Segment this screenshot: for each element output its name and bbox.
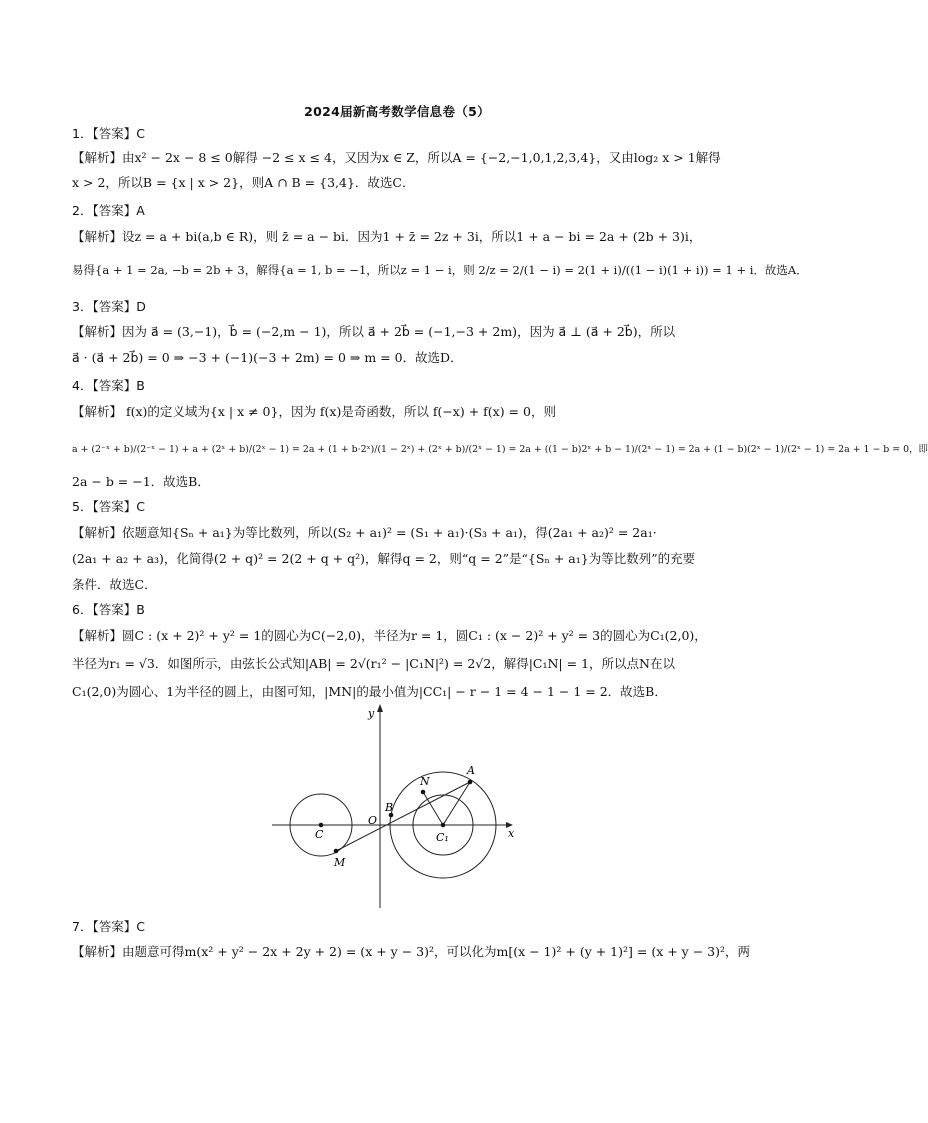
analysis-line: a⃗ · (a⃗ + 2b⃗) = 0 ⇒ −3 + (−1)(−3 + 2m) = 0 ⇒ m = 0．故选D．: [72, 350, 463, 365]
answer-line-3: 3．【答案】D: [72, 299, 146, 314]
label-c: C: [315, 828, 324, 841]
point-c: [319, 823, 324, 828]
label-a: A: [467, 764, 475, 777]
answer-line-5: 5．【答案】C: [72, 499, 145, 514]
analysis-line: 【解析】由题意可得m(x² + y² − 2x + 2y + 2) = (x + y − 3)²，可以化为m[(x − 1)² + (y + 1)²] = (x + y − 3)²，两: [72, 944, 750, 959]
analysis-line: 2a − b = −1．故选B．: [72, 474, 210, 489]
circle-figure: [270, 700, 520, 912]
analysis-line: a + (2⁻ˣ + b)/(2⁻ˣ − 1) + a + (2ˣ + b)/(2ˣ − 1) = 2a + (1 + b·2ˣ)/(1 − 2ˣ) + (2ˣ + b)/(2ˣ − 1) = 2a + ((1 − b)2ˣ + b − 1)/(2ˣ − 1) = 2a + (1 − b)(2ˣ − 1)/(2ˣ − 1) = 2a + 1 − b = 0，即: [72, 444, 928, 455]
y-axis-label: y: [368, 707, 375, 720]
analysis-line: 【解析】圆C : (x + 2)² + y² = 1的圆心为C(−2,0)，半径为r = 1，圆C₁ : (x − 2)² + y² = 3的圆心为C₁(2,0)，: [72, 628, 707, 643]
analysis-line: 条件．故选C．: [72, 577, 157, 592]
analysis-line: 【解析】依题意知{Sₙ + a₁}为等比数列，所以(S₂ + a₁)² = (S₁ + a₁)·(S₃ + a₁)，得(2a₁ + a₂)² = 2a₁·: [72, 525, 657, 540]
page-title: 2024届新高考数学信息卷（5）: [304, 104, 490, 119]
analysis-line: (2a₁ + a₂ + a₃)，化简得(2 + q)² = 2(2 + q + q²)，解得q = 2，则“q = 2”是“{Sₙ + a₁}为等比数列”的充要: [72, 551, 696, 566]
line-ma: [336, 782, 470, 851]
label-m: M: [334, 856, 346, 869]
point-m: [334, 849, 339, 854]
x-axis-label: x: [508, 827, 515, 840]
answer-line-6: 6．【答案】B: [72, 602, 145, 617]
analysis-line: 【解析】因为 a⃗ = (3,−1)，b⃗ = (−2,m − 1)，所以 a⃗ + 2b⃗ = (−1,−3 + 2m)，因为 a⃗ ⊥ (a⃗ + 2b⃗)，所以: [72, 324, 676, 339]
label-b: B: [385, 801, 394, 814]
origin-label: O: [368, 814, 378, 827]
answer-line-1: 1．【答案】C: [72, 126, 145, 141]
label-n: N: [420, 775, 430, 788]
analysis-line: 【解析】由x² − 2x − 8 ≤ 0解得 −2 ≤ x ≤ 4，又因为x ∈ Z，所以A = {−2,−1,0,1,2,3,4}，又由log₂ x > 1解得: [72, 150, 721, 165]
answer-line-4: 4．【答案】B: [72, 378, 145, 393]
answer-line-7: 7．【答案】C: [72, 919, 145, 934]
answer-line-2: 2．【答案】A: [72, 203, 145, 218]
analysis-line: 【解析】设z = a + bi(a,b ∈ R)，则 z̄ = a − bi．因为1 + z̄ = 2z + 3i，所以1 + a − bi = 2a + (2b + 3)i，: [72, 229, 702, 244]
analysis-line: C₁(2,0)为圆心、1为半径的圆上，由图可知，|MN|的最小值为|CC₁| − r − 1 = 4 − 1 − 1 = 2．故选B．: [72, 684, 667, 699]
point-n: [421, 790, 426, 795]
analysis-line: x > 2，所以B = {x | x > 2}，则A ∩ B = {3,4}．故选C．: [72, 175, 415, 190]
point-a: [468, 780, 473, 785]
point-c1: [441, 823, 446, 828]
label-c1: C₁: [436, 831, 449, 844]
analysis-line: 半径为r₁ = √3．如图所示，由弦长公式知|AB| = 2√(r₁² − |C₁N|²) = 2√2，解得|C₁N| = 1，所以点N在以: [72, 656, 675, 671]
analysis-line: 【解析】 f(x)的定义域为{x | x ≠ 0}，因为 f(x)是奇函数，所以 f(−x) + f(x) = 0，则: [72, 404, 556, 419]
analysis-line: 易得{a + 1 = 2a, −b = 2b + 3，解得{a = 1, b = −1，所以z = 1 − i，则 2/z = 2/(1 − i) = 2(1 + i)/((1 − i)(1 + i)) = 1 + i．故选A．: [72, 263, 808, 277]
y-axis-arrow: [377, 704, 383, 712]
